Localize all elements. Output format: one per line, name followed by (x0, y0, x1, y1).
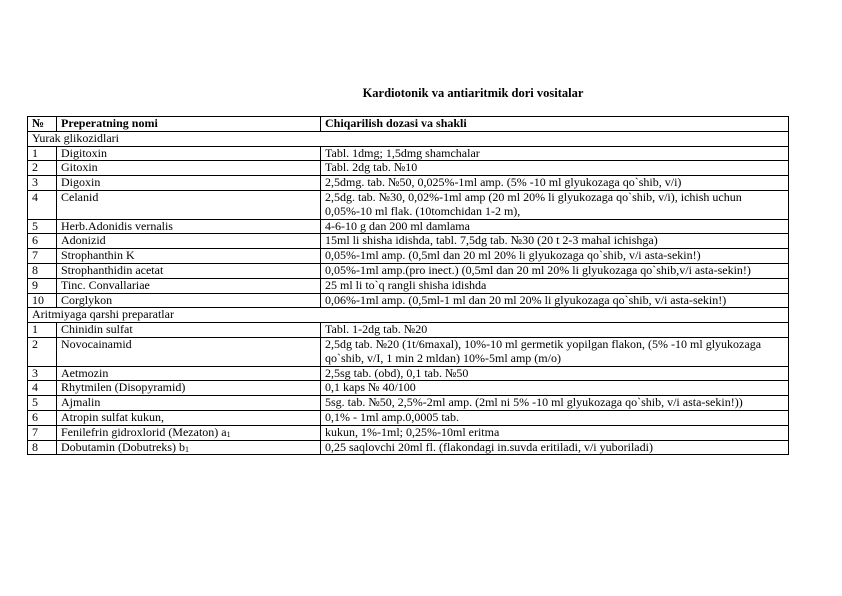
drug-dose: 4-6-10 g dan 200 ml damlama (321, 219, 789, 234)
section-title: Yurak glikozidlari (28, 131, 789, 146)
section-title: Aritmiyaga qarshi preparatlar (28, 308, 789, 323)
table-row (28, 146, 789, 161)
drug-name (57, 425, 321, 440)
document-title: Kardiotonik va antiaritmik dori vositalar (362, 86, 584, 100)
drug-dose: 2,5sg tab. (obd), 0,1 tab. №50 (321, 366, 789, 381)
section-header-row (28, 131, 789, 146)
table-row (28, 278, 789, 293)
drug-name (57, 323, 321, 338)
drug-dose: 5sg. tab. №50, 2,5%-2ml amp. (2ml ni 5% -10 ml glyukozaga qo`shib, v/i asta-sekin!)) (321, 396, 789, 411)
table-row (28, 234, 789, 249)
table-row (28, 337, 789, 366)
row-number: 7 (28, 249, 57, 264)
row-number: 7 (28, 425, 57, 440)
drug-dose: 0,25 saqlovchi 20ml fl. (flakondagi in.suvda eritiladi, v/i yuboriladi) (321, 440, 789, 455)
table-row (28, 249, 789, 264)
row-number: 5 (28, 219, 57, 234)
row-number: 5 (28, 396, 57, 411)
drug-dose: 0,06%-1ml amp. (0,5ml-1 ml dan 20 ml 20% li glyukozaga qo`shib, v/i asta-sekin!) (321, 293, 789, 308)
drug-name (57, 146, 321, 161)
drug-name-text: Ajmalin (61, 395, 101, 410)
header-dose: Chiqarilish dozasi va shakli (321, 117, 789, 132)
drug-name-text: Tinc. Convallariae (61, 277, 150, 292)
row-number: 3 (28, 366, 57, 381)
drug-name (57, 219, 321, 234)
header-number: № (28, 117, 57, 132)
row-number: 2 (28, 337, 57, 366)
drug-name (57, 234, 321, 249)
table-row (28, 366, 789, 381)
drug-name (57, 161, 321, 176)
header-name: Preperatning nomi (57, 117, 321, 132)
drug-name (57, 440, 321, 455)
drug-dose: 2,5dg. tab. №30, 0,02%-1ml amp (20 ml 20% li glyukozaga qo`shib, v/i), ichish uchun 0,05%-10 ml flak. (10tomchidan 1-2 m), (321, 190, 789, 219)
drug-name-text: Digitoxin (61, 145, 108, 160)
drug-name (57, 381, 321, 396)
row-number: 4 (28, 381, 57, 396)
drug-name-text: Herb.Adonidis vernalis (61, 218, 173, 233)
table-row (28, 381, 789, 396)
section-header-row (28, 308, 789, 323)
drug-dose: 25 ml li to`q rangli shisha idishda (321, 278, 789, 293)
drug-name (57, 263, 321, 278)
drug-name-text: Corglykon (61, 292, 113, 307)
table-row (28, 410, 789, 425)
row-number: 9 (28, 278, 57, 293)
table-header-row (28, 117, 789, 132)
row-number: 3 (28, 176, 57, 191)
drug-name-text: Chinidin sulfat (61, 322, 133, 337)
drug-name (57, 337, 321, 366)
row-number: 8 (28, 263, 57, 278)
drug-dose: 0,05%-1ml amp.(pro inect.) (0,5ml dan 20 ml 20% li glyukozaga qo`shib,v/i asta-sekin!) (321, 263, 789, 278)
drug-name (57, 278, 321, 293)
drug-name (57, 190, 321, 219)
table-row (28, 293, 789, 308)
drug-name-text: Atropin sulfat kukun, (61, 409, 164, 424)
drug-dose: 0,1% - 1ml amp.0,0005 tab. (321, 410, 789, 425)
drug-name-text: Strophanthin K (61, 248, 135, 263)
drug-name (57, 366, 321, 381)
row-number: 6 (28, 234, 57, 249)
row-number: 4 (28, 190, 57, 219)
drug-name (57, 293, 321, 308)
row-number: 6 (28, 410, 57, 425)
drug-name-text: Digoxin (61, 175, 101, 190)
drug-dose: Tabl. 1dmg; 1,5dmg shamchalar (321, 146, 789, 161)
drug-name-text: Novocainamid (61, 336, 132, 351)
drug-table (27, 116, 789, 455)
drug-name (57, 249, 321, 264)
table-row (28, 440, 789, 455)
drug-dose: 2,5dg tab. №20 (1t/6maxal), 10%-10 ml germetik yopilgan flakon, (5% -10 ml glyukozaga qo`shib, v/I, 1 min 2 mldan) 10%-5ml amp (m/o) (321, 337, 789, 366)
drug-dose: Tabl. 1-2dg tab. №20 (321, 323, 789, 338)
receptor-subscript: 1 (226, 429, 231, 439)
table-row (28, 263, 789, 278)
table-row (28, 161, 789, 176)
table-row (28, 219, 789, 234)
drug-name-text: Fenilefrin gidroxlorid (Mezaton) a (61, 424, 227, 439)
drug-name-text: Gitoxin (61, 160, 98, 175)
drug-name-text: Strophanthidin acetat (61, 262, 164, 277)
row-number: 10 (28, 293, 57, 308)
drug-name (57, 176, 321, 191)
drug-name-text: Dobutamin (Dobutreks) b (61, 439, 185, 454)
table-row (28, 176, 789, 191)
receptor-subscript: 1 (184, 444, 189, 454)
drug-dose: kukun, 1%-1ml; 0,25%-10ml eritma (321, 425, 789, 440)
drug-dose: 2,5dmg. tab. №50, 0,025%-1ml amp. (5% -10 ml glyukozaga qo`shib, v/i) (321, 176, 789, 191)
drug-dose: Tabl. 2dg tab. №10 (321, 161, 789, 176)
drug-name-text: Adonizid (61, 233, 106, 248)
drug-dose: 0,05%-1ml amp. (0,5ml dan 20 ml 20% li glyukozaga qo`shib, v/i asta-sekin!) (321, 249, 789, 264)
drug-name-text: Celanid (61, 189, 99, 204)
row-number: 1 (28, 146, 57, 161)
drug-name-text: Aetmozin (61, 365, 109, 380)
table-row (28, 190, 789, 219)
row-number: 2 (28, 161, 57, 176)
table-row (28, 425, 789, 440)
table-row (28, 396, 789, 411)
drug-dose: 0,1 kaps № 40/100 (321, 381, 789, 396)
drug-dose: 15ml li shisha idishda, tabl. 7,5dg tab. №30 (20 t 2-3 mahal ichishga) (321, 234, 789, 249)
table-row (28, 323, 789, 338)
row-number: 1 (28, 323, 57, 338)
drug-name-text: Rhytmilen (Disopyramid) (61, 380, 186, 395)
drug-name (57, 396, 321, 411)
drug-name (57, 410, 321, 425)
row-number: 8 (28, 440, 57, 455)
